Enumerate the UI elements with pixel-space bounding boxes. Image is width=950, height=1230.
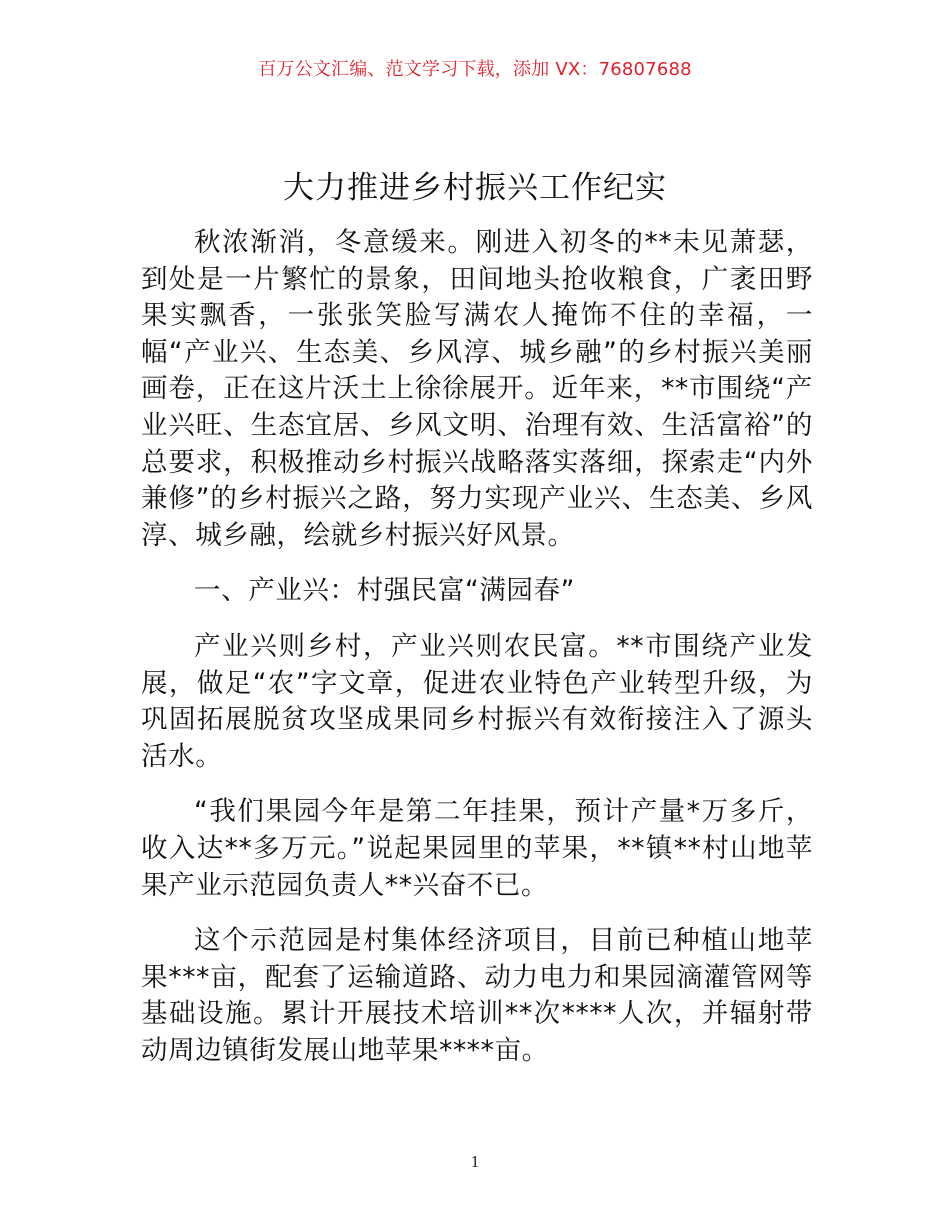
- section-heading: 一、产业兴：村强民富“满园春”: [194, 575, 575, 607]
- watermark-banner: 百万公文汇编、范文学习下载，添加 VX：76807688: [258, 59, 692, 80]
- document-body: [141, 225, 813, 1069]
- page-number: 1: [470, 1152, 480, 1171]
- body-paragraph: 产业兴则乡村，产业兴则农民富。**市围绕产业发展，做足“农”字文章，促进农业特色产业转型升级，为巩固拓展脱贫攻坚成果同乡村振兴有效衔接注入了源头活水。: [141, 630, 813, 772]
- body-paragraph: 这个示范园是村集体经济项目，目前已种植山地苹果***亩，配套了运输道路、动力电力和果园滴灌管网等基础设施。累计开展技术培训**次****人次，并辐射带动周边镇街发展山地苹果****亩。: [141, 925, 813, 1066]
- quote-paragraph: “我们果园今年是第二年挂果，预计产量*万多斤，收入达**多万元。”说起果园里的苹果，**镇**村山地苹果产业示范园负责人**兴奋不已。: [141, 796, 813, 901]
- intro-paragraph: 秋浓渐消，冬意缓来。刚进入初冬的**未见萧瑟，到处是一片繁忙的景象，田间地头抢收粮食，广袤田野果实飘香，一张张笑脸写满农人掩饰不住的幸福，一幅“产业兴、生态美、乡风淳、城乡融”的乡村振兴美丽画卷，正在这片沃土上徐徐展开。近年来，**市围绕“产业兴旺、生态宜居、乡风文明、治理有效、生活富裕”的总要求，积极推动乡村振兴战略落实落细，探索走“内外兼修”的乡村振兴之路，努力实现产业兴、生态美、乡风淳、城乡融，绘就乡村振兴好风景。: [141, 227, 813, 551]
- page-title: 大力推进乡村振兴工作纪实: [283, 170, 667, 206]
